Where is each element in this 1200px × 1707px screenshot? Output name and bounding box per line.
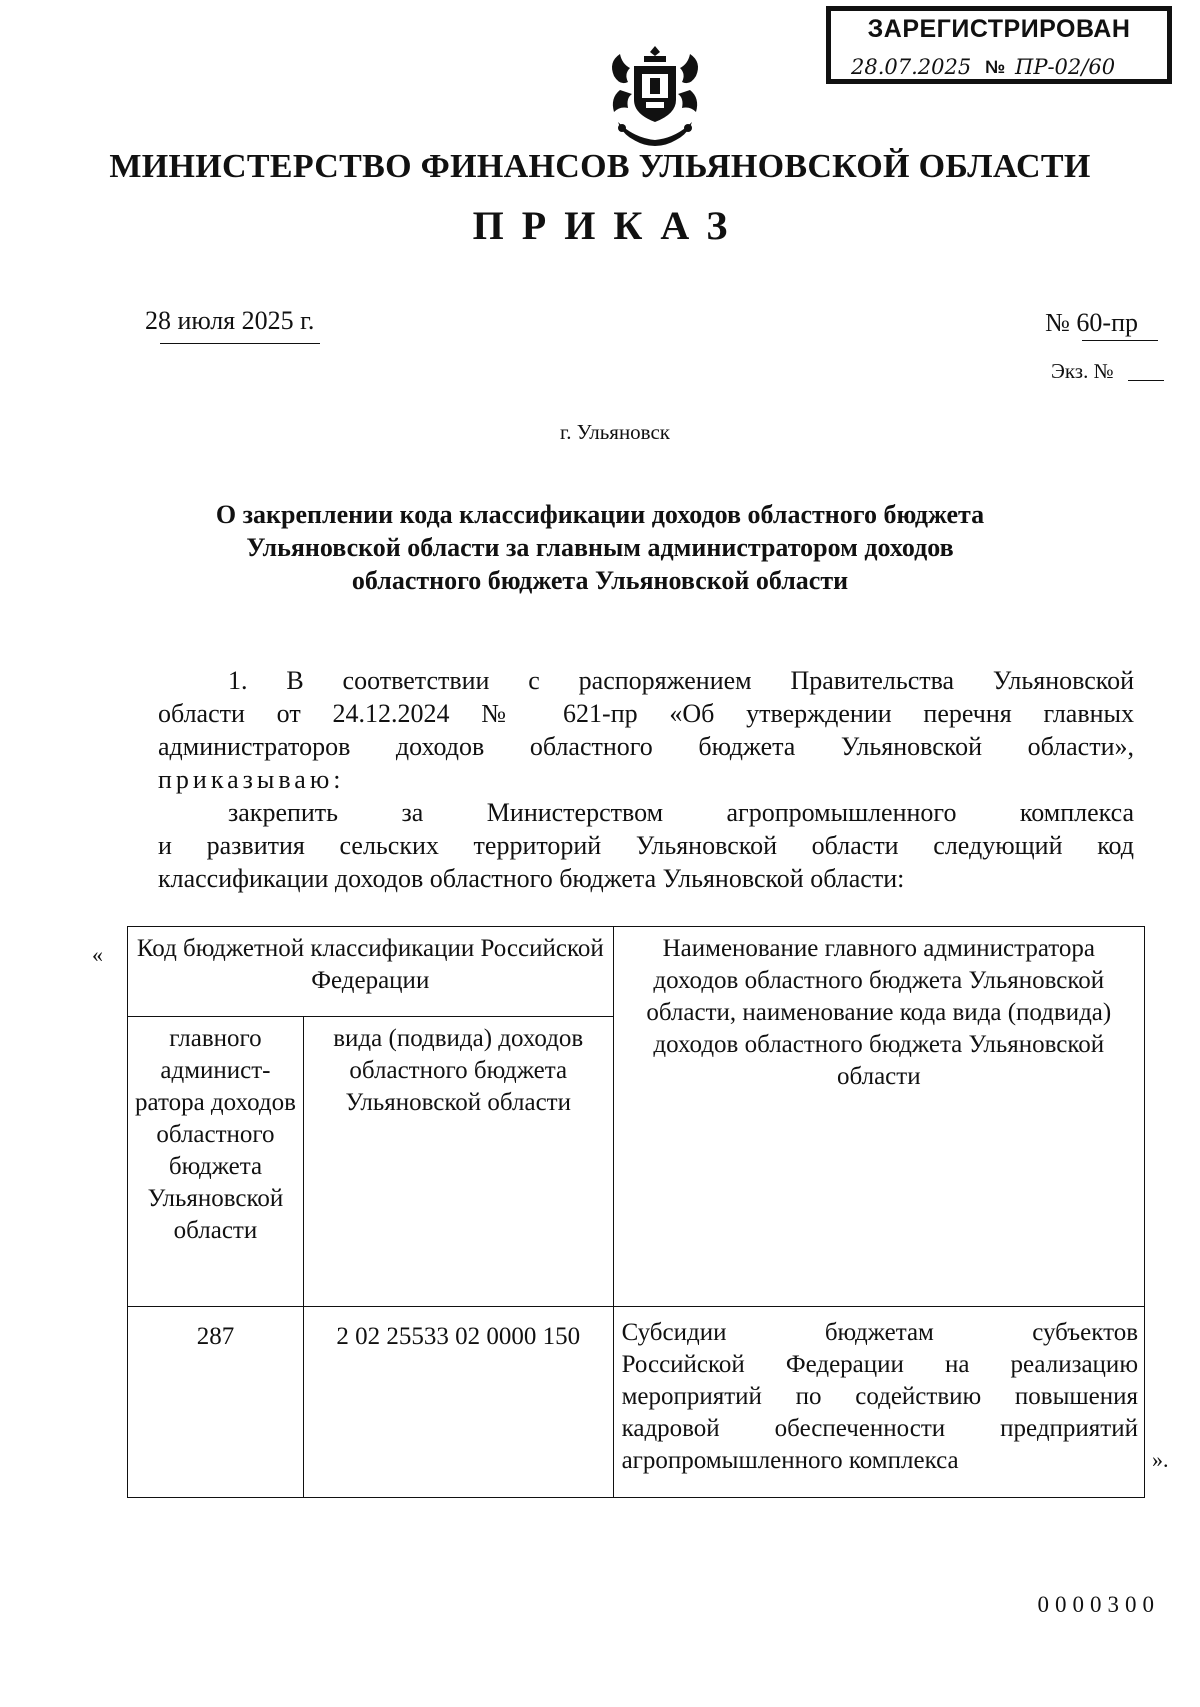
income-name-line: кадровой обеспеченности предприятий <box>621 1415 1138 1442</box>
income-code-cell: 2 02 25533 02 0000 150 <box>303 1307 613 1498</box>
table-row <box>128 1307 1145 1498</box>
header-income-cell: вида (подвида) доходов областного бюджета Ульяновской области <box>303 1017 613 1307</box>
order-verb: приказываю: <box>158 765 345 794</box>
order-number-block <box>1045 308 1138 338</box>
stamp-number: ПР-02/60 <box>1015 55 1161 80</box>
order-date: 28 июля 2025 г. <box>145 306 315 335</box>
serial-number: 0000300 <box>1037 1592 1160 1617</box>
stamp-date: 28.07.2025 <box>851 55 979 80</box>
paragraph-line: 1. В соответствии с распоряжением Правительства Ульяновской <box>228 666 1134 695</box>
income-name-cell <box>613 1307 1144 1498</box>
income-name-line: Субсидии бюджетам субъектов <box>621 1319 1138 1346</box>
order-number-label: № <box>1045 308 1070 337</box>
copy-number-underline <box>1128 380 1164 381</box>
ministry-name: МИНИСТЕРСТВО ФИНАНСОВ УЛЬЯНОВСКОЙ ОБЛАСТИ <box>109 148 1091 185</box>
paragraph-line: закрепить за Министерством агропромышленного комплекса <box>228 798 1134 827</box>
income-name-line: Российской Федерации на реализацию <box>621 1351 1138 1378</box>
header-group-cell: Код бюджетной классификации Российской Федерации <box>128 927 614 1017</box>
classification-table <box>127 926 1145 1498</box>
header-admin-cell: главного админист-ратора доходов областного бюджета Ульяновской области <box>128 1017 304 1307</box>
order-number: 60-пр <box>1076 308 1138 337</box>
quote-close: ». <box>1152 1447 1169 1472</box>
income-name-line: мероприятий по содействию повышения <box>621 1383 1138 1410</box>
number-underline <box>1082 340 1158 341</box>
table-header-row <box>128 927 1145 1017</box>
document-type: ПРИКАЗ <box>472 203 746 248</box>
heading-line: О закреплении кода классификации доходов областного бюджета <box>215 500 985 529</box>
paragraph-line: области от 24.12.2024 № 621-пр «Об утверждении перечня главных <box>158 699 1134 728</box>
income-name-line: агропромышленного комплекса <box>621 1447 959 1474</box>
registration-stamp <box>826 6 1172 84</box>
stamp-title: ЗАРЕГИСТРИРОВАН <box>867 15 1131 43</box>
date-underline <box>160 343 320 344</box>
copy-number-label: Экз. № <box>1051 359 1114 383</box>
stamp-fields <box>845 55 1153 83</box>
stamp-number-label: № <box>985 57 1006 77</box>
paragraph-line: и развития сельских территорий Ульяновской области следующий код <box>158 831 1134 860</box>
city: г. Ульяновск <box>559 420 670 444</box>
quote-open: « <box>92 942 103 967</box>
admin-code-cell: 287 <box>128 1307 304 1498</box>
order-heading <box>150 498 1050 597</box>
heading-line: областного бюджета Ульяновской области <box>351 566 849 595</box>
coat-of-arms-icon <box>600 42 710 150</box>
paragraph-line: администраторов доходов областного бюджета Ульяновской области», <box>158 732 1134 761</box>
heading-line: Ульяновской области за главным администратором доходов <box>246 533 954 562</box>
paragraph-line: классификации доходов областного бюджета Ульяновской области: <box>158 864 905 893</box>
header-name-cell: Наименование главного администратора доходов областного бюджета Ульяновской области, наименование кода вида (подвида) доходов областного бюджета Ульяновской области <box>613 927 1144 1307</box>
